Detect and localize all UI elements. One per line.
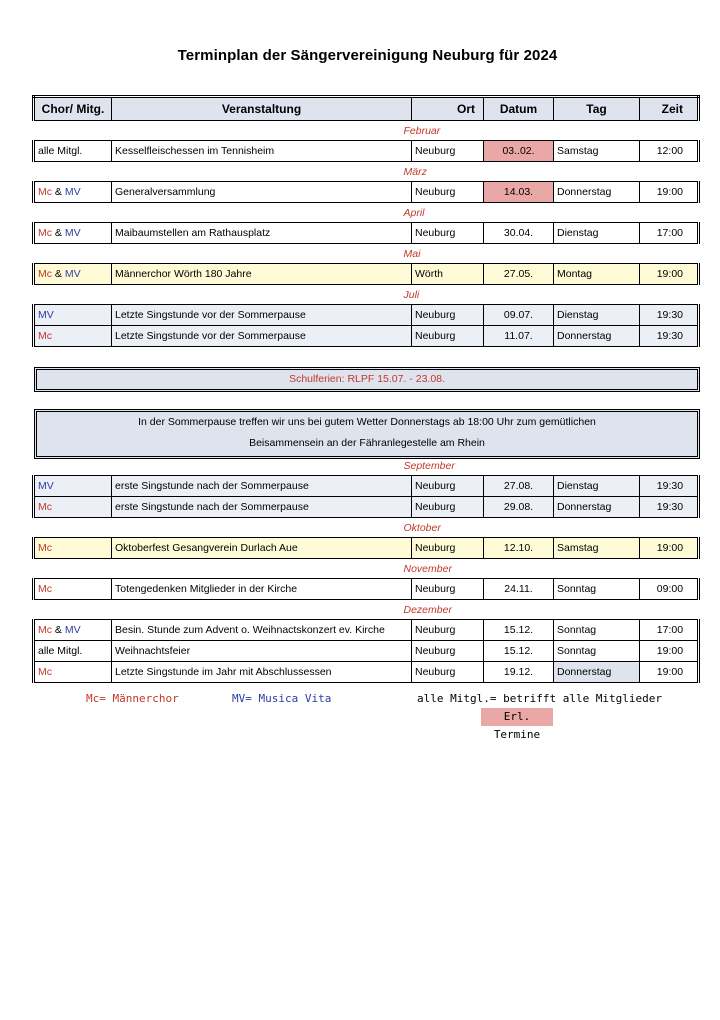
- event-weekday: Donnerstag: [554, 326, 640, 347]
- event-time: 19:00: [640, 264, 699, 285]
- event-choir: [34, 182, 112, 203]
- event-time: 12:00: [640, 141, 699, 162]
- event-title: Weihnachtsfeier: [112, 641, 412, 662]
- event-choir: [34, 326, 112, 347]
- event-location: Wörth: [412, 264, 484, 285]
- schedule-body-first-half: [34, 121, 699, 347]
- summer-break-line-2: Beisammensein an der Fähranlegestelle am Rhein: [249, 437, 485, 449]
- legend-done-dates: Erl. Termine: [481, 708, 553, 726]
- event-time: 19:30: [640, 305, 699, 326]
- event-date: 29.08.: [484, 497, 554, 518]
- event-choir: [34, 305, 112, 326]
- header-tag: Tag: [554, 97, 640, 121]
- month-row: [34, 244, 699, 264]
- month-label: Juli: [403, 288, 420, 301]
- event-date: 11.07.: [484, 326, 554, 347]
- event-title: Kesselfleischessen im Tennisheim: [112, 141, 412, 162]
- event-choir: [34, 579, 112, 600]
- event-date: 14.03.: [484, 182, 554, 203]
- event-title: erste Singstunde nach der Sommerpause: [112, 497, 412, 518]
- event-location: Neuburg: [412, 326, 484, 347]
- month-row: [34, 600, 699, 620]
- page-title: Terminplan der Sängervereinigung Neuburg für 2024: [177, 47, 558, 64]
- event-title: Oktoberfest Gesangverein Durlach Aue: [112, 538, 412, 559]
- event-choir: [34, 538, 112, 559]
- event-location: Neuburg: [412, 620, 484, 641]
- month-row: [34, 203, 699, 223]
- event-row: [34, 497, 699, 518]
- event-title: Letzte Singstunde im Jahr mit Abschlussessen: [112, 662, 412, 683]
- month-row: [34, 162, 699, 182]
- event-time: 19:00: [640, 538, 699, 559]
- event-date: 15.12.: [484, 620, 554, 641]
- month-label: September: [403, 459, 455, 472]
- legend-all-members: alle Mitgl.= betrifft alle Mitglieder: [417, 692, 663, 705]
- schedule-body-second-half: [34, 456, 699, 683]
- choir-tag: &: [52, 186, 65, 198]
- schedule-table-first-half: [32, 95, 697, 347]
- event-row: [34, 641, 699, 662]
- event-row: [34, 620, 699, 641]
- event-location: Neuburg: [412, 662, 484, 683]
- event-location: Neuburg: [412, 476, 484, 497]
- event-title: Letzte Singstunde vor der Sommerpause: [112, 305, 412, 326]
- event-location: Neuburg: [412, 141, 484, 162]
- header-ort: Ort: [412, 97, 484, 121]
- header-veranstaltung: Veranstaltung: [112, 97, 412, 121]
- event-title: Totengedenken Mitglieder in der Kirche: [112, 579, 412, 600]
- month-row: [34, 285, 699, 305]
- event-weekday: Donnerstag: [554, 497, 640, 518]
- event-location: Neuburg: [412, 497, 484, 518]
- event-choir: [34, 641, 112, 662]
- choir-tag: Mc: [38, 501, 52, 513]
- event-weekday: Donnerstag: [554, 182, 640, 203]
- event-date: 19.12.: [484, 662, 554, 683]
- event-location: Neuburg: [412, 579, 484, 600]
- choir-tag: MV: [64, 268, 81, 280]
- choir-tag: MV: [38, 309, 54, 321]
- choir-tag: Mc: [38, 583, 52, 595]
- choir-tag: alle Mitgl.: [38, 645, 83, 657]
- event-date: 24.11.: [484, 579, 554, 600]
- event-title: erste Singstunde nach der Sommerpause: [112, 476, 412, 497]
- event-choir: [34, 662, 112, 683]
- event-row: [34, 326, 699, 347]
- event-weekday: Sonntag: [554, 641, 640, 662]
- event-title: Besin. Stunde zum Advent o. Weihnactskonzert ev. Kirche: [112, 620, 412, 641]
- event-time: 19:30: [640, 326, 699, 347]
- event-weekday: Dienstag: [554, 223, 640, 244]
- event-weekday: Sonntag: [554, 579, 640, 600]
- event-time: 19:00: [640, 662, 699, 683]
- event-date: 12.10.: [484, 538, 554, 559]
- school-holidays-banner: Schulferien: RLPF 15.07. - 23.08.: [34, 367, 700, 392]
- event-choir: [34, 141, 112, 162]
- month-label: Oktober: [403, 521, 441, 534]
- choir-tag: Mc: [38, 330, 52, 342]
- month-row: [34, 456, 699, 476]
- event-time: 17:00: [640, 620, 699, 641]
- choir-tag: Mc: [38, 227, 52, 239]
- event-date: 27.05.: [484, 264, 554, 285]
- month-row: [34, 121, 699, 141]
- event-location: Neuburg: [412, 182, 484, 203]
- month-label: Mai: [403, 247, 421, 260]
- choir-tag: MV: [38, 480, 54, 492]
- event-weekday: Dienstag: [554, 476, 640, 497]
- event-weekday: Donnerstag: [554, 662, 640, 683]
- month-row: [34, 518, 699, 538]
- month-label: November: [403, 562, 452, 575]
- event-title: Generalversammlung: [112, 182, 412, 203]
- table-header-row: [34, 97, 699, 121]
- month-label: Februar: [403, 124, 441, 137]
- choir-tag: MV: [64, 227, 81, 239]
- event-choir: [34, 497, 112, 518]
- event-row: [34, 223, 699, 244]
- event-date: 03..02.: [484, 141, 554, 162]
- event-time: 09:00: [640, 579, 699, 600]
- event-title: Letzte Singstunde vor der Sommerpause: [112, 326, 412, 347]
- event-row: [34, 182, 699, 203]
- header-chor: Chor/ Mitg.: [34, 97, 112, 121]
- event-date: 27.08.: [484, 476, 554, 497]
- event-row: [34, 538, 699, 559]
- event-row: [34, 141, 699, 162]
- event-weekday: Dienstag: [554, 305, 640, 326]
- event-title: Maibaumstellen am Rathausplatz: [112, 223, 412, 244]
- event-location: Neuburg: [412, 305, 484, 326]
- month-row: [34, 559, 699, 579]
- choir-tag: &: [52, 268, 65, 280]
- choir-tag: alle Mitgl.: [38, 145, 83, 157]
- legend-mc: Mc= Männerchor: [86, 692, 179, 705]
- event-title: Männerchor Wörth 180 Jahre: [112, 264, 412, 285]
- header-zeit: Zeit: [640, 97, 699, 121]
- event-time: 19:00: [640, 641, 699, 662]
- event-choir: [34, 476, 112, 497]
- event-time: 17:00: [640, 223, 699, 244]
- event-location: Neuburg: [412, 641, 484, 662]
- event-row: [34, 305, 699, 326]
- event-row: [34, 476, 699, 497]
- event-location: Neuburg: [412, 538, 484, 559]
- event-time: 19:30: [640, 497, 699, 518]
- legend-mv: MV= Musica Vita: [232, 692, 332, 705]
- event-weekday: Samstag: [554, 538, 640, 559]
- event-time: 19:00: [640, 182, 699, 203]
- event-weekday: Montag: [554, 264, 640, 285]
- choir-tag: MV: [64, 624, 81, 636]
- choir-tag: Mc: [38, 542, 52, 554]
- event-location: Neuburg: [412, 223, 484, 244]
- event-date: 30.04.: [484, 223, 554, 244]
- choir-tag: Mc: [38, 624, 52, 636]
- choir-tag: Mc: [38, 186, 52, 198]
- event-choir: [34, 264, 112, 285]
- schedule-table-second-half: [32, 456, 697, 683]
- month-label: Dezember: [403, 603, 452, 616]
- event-weekday: Samstag: [554, 141, 640, 162]
- choir-tag: MV: [64, 186, 81, 198]
- event-time: 19:30: [640, 476, 699, 497]
- header-datum: Datum: [484, 97, 554, 121]
- month-label: März: [403, 165, 427, 178]
- event-weekday: Sonntag: [554, 620, 640, 641]
- choir-tag: &: [52, 624, 65, 636]
- event-date: 09.07.: [484, 305, 554, 326]
- event-choir: [34, 223, 112, 244]
- summer-break-line-1: In der Sommerpause treffen wir uns bei gutem Wetter Donnerstags ab 18:00 Uhr zum gemütlichen: [138, 416, 596, 428]
- event-row: [34, 662, 699, 683]
- event-choir: [34, 620, 112, 641]
- summer-break-banner: [34, 409, 700, 459]
- choir-tag: Mc: [38, 268, 52, 280]
- choir-tag: Mc: [38, 666, 52, 678]
- choir-tag: &: [52, 227, 65, 239]
- event-row: [34, 264, 699, 285]
- event-date: 15.12.: [484, 641, 554, 662]
- event-row: [34, 579, 699, 600]
- month-label: April: [403, 206, 425, 219]
